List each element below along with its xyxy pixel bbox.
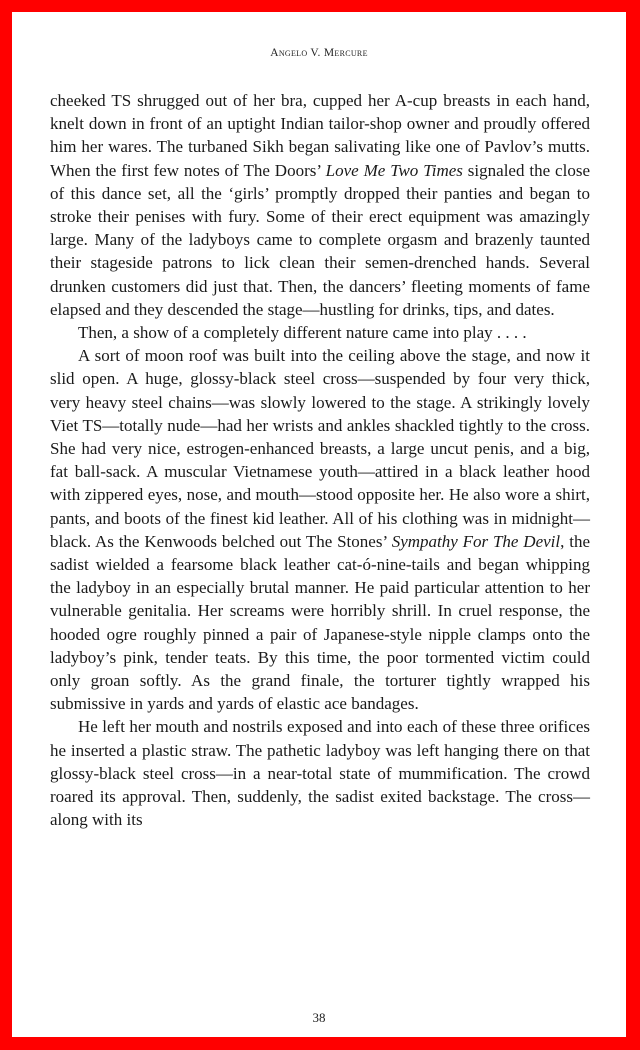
book-page	[12, 12, 626, 1037]
body-text	[50, 89, 590, 832]
paragraph-2: Then, a show of a completely different nature came into play . . . .	[78, 323, 527, 343]
song-title-sympathy-for-the-devil: Sympathy For The Devil	[391, 531, 561, 551]
author-name: Angelo V. Mercure	[270, 47, 368, 59]
page-number: 38	[312, 1010, 326, 1025]
paragraph-1: cheeked TS shrugged out of her bra, cupped her A-cup breasts in each hand, knelt down in front of an uptight Indian tailor-shop owner and proudly offered him her wares. The turbaned Sikh began salivating like one of Pavlov’s mutts. When the first few notes of The Doors’ Love Me Two Times signaled the close of this dance set, all the ‘girls’ promptly dropped their panties and began to stroke their penises with fury. Some of their erect equipment was amazingly large. Many of the ladyboys came to complete orgasm and brazenly taunted their stageside patrons to lick clean their semen-drenched hands. Several drunken customers did just that. Then, the dancers’ fleeting moments of fame elapsed and they descended the stage—hustling for drinks, tips, and dates.	[50, 91, 590, 319]
song-title-love-me-two-times: Love Me Two Times	[325, 160, 463, 180]
running-head	[12, 47, 626, 59]
paragraph-3: A sort of moon roof was built into the ceiling above the stage, and now it slid open. A huge, glossy-black steel cross—suspended by four very thick, very heavy steel chains—was slowly lowered to the stage. A strikingly lovely Viet TS—totally nude—had her wrists and ankles shackled tightly to the cross. She had very nice, estrogen-enhanced breasts, a large uncut penis, and a big, fat ball-sack. A muscular Vietnamese youth—attired in a black leather hood with zippered eyes, nose, and mouth—stood opposite her. He also wore a shirt, pants, and boots of the finest kid leather. All of his clothing was in midnight—black. As the Kenwoods belched out The Stones’ Sympathy For The Devil, the sadist wielded a fearsome black leather cat-ó-nine-tails and began whipping the ladyboy in an especially brutal manner. He paid particular attention to her vulnerable genitalia. Her screams were horribly shrill. In cruel response, the hooded ogre roughly pinned a pair of Japanese-style nipple clamps onto the ladyboy’s pink, tender teats. By this time, the poor tormented victim could only groan softly. As the grand finale, the torturer tightly wrapped his submissive in yards and yards of elastic ace bandages.	[50, 346, 590, 714]
paragraph-4: He left her mouth and nostrils exposed and into each of these three orifices he inserted a plastic straw. The pathetic ladyboy was left hanging there on that glossy-black steel cross—in a near-total state of mummification. The crowd roared its approval. Then, suddenly, the sadist exited backstage. The cross—along with its	[50, 717, 590, 830]
